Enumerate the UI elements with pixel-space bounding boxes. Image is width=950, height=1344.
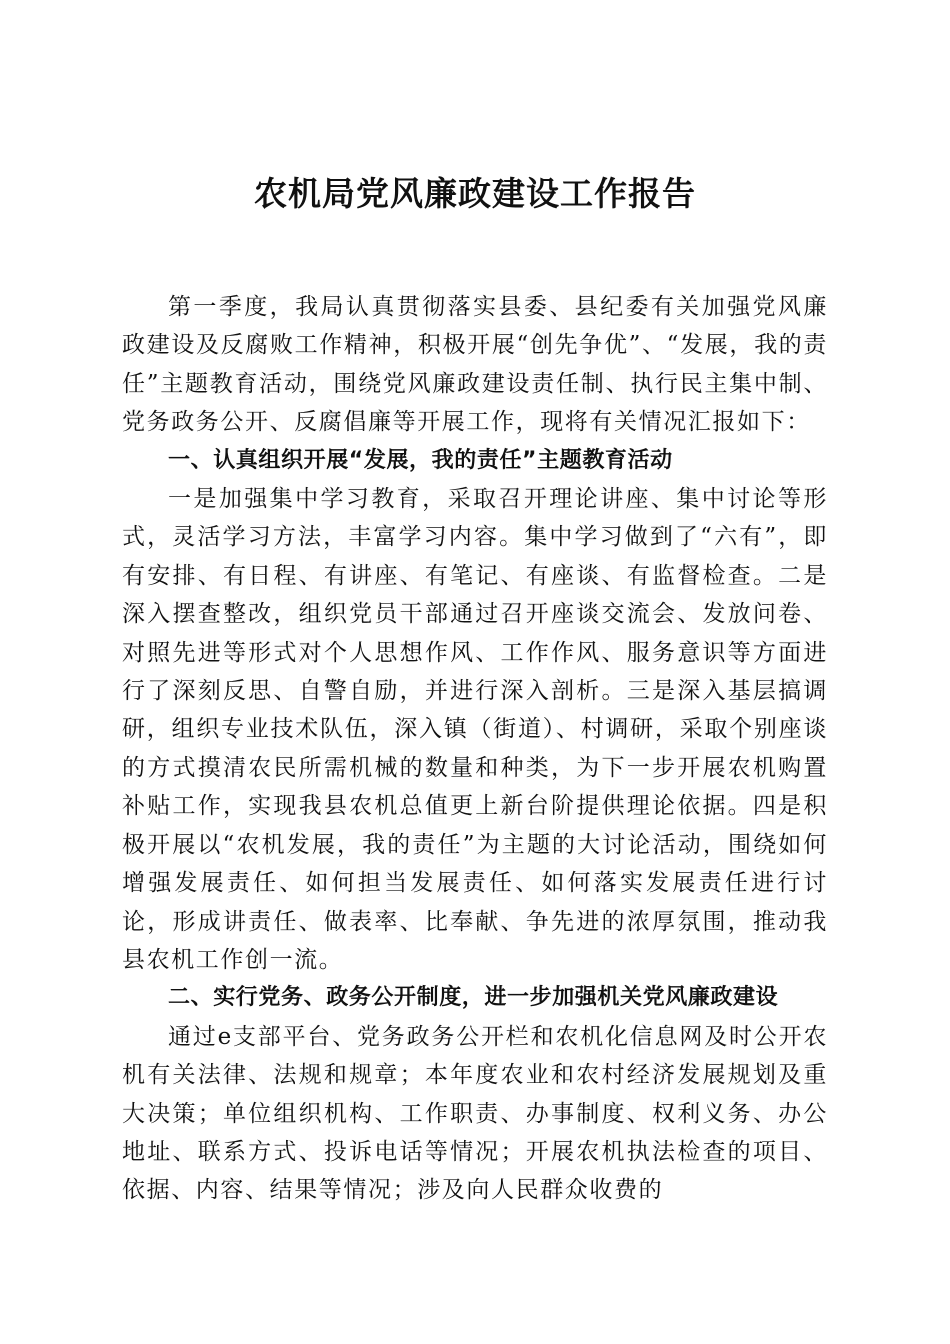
document-body: [122, 288, 828, 1210]
section-2-body: 通过e支部平台、党务政务公开栏和农机化信息网及时公开农机有关法律、法规和规章；本年度农业和农村经济发展规划及重大决策；单位组织机构、工作职责、办事制度、权利义务、办公地址、联系方式、投诉电话等情况；开展农机执法检查的项目、依据、内容、结果等情况；涉及向人民群众收费的: [122, 1023, 828, 1204]
section-2-heading: 二、实行党务、政务公开制度，进一步加强机关党风廉政建设: [168, 985, 779, 1011]
section-1-body: 一是加强集中学习教育，采取召开理论讲座、集中讨论等形式，灵活学习方法，丰富学习内容。集中学习做到了“六有”，即有安排、有日程、有讲座、有笔记、有座谈、有监督检查。二是深入摆查整改，组织党员干部通过召开座谈交流会、发放问卷、对照先进等形式对个人思想作风、工作作风、服务意识等方面进行了深刻反思、自警自励，并进行深入剖析。三是深入基层搞调研，组织专业技术队伍，深入镇（街道）、村调研，采取个别座谈的方式摸清农民所需机械的数量和种类，为下一步开展农机购置补贴工作，实现我县农机总值更上新台阶提供理论依据。四是积极开展以“农机发展，我的责任”为主题的大讨论活动，围绕如何增强发展责任、如何担当发展责任、如何落实发展责任进行讨论，形成讲责任、做表率、比奉献、争先进的浓厚氛围，推动我县农机工作创一流。: [122, 486, 828, 973]
intro-paragraph: 第一季度，我局认真贯彻落实县委、县纪委有关加强党风廉政建设及反腐败工作精神，积极开展“创先争优”、“发展，我的责任”主题教育活动，围绕党风廉政建设责任制、执行民主集中制、党务政务公开、反腐倡廉等开展工作，现将有关情况汇报如下：: [122, 294, 828, 436]
document-title: 农机局党风廉政建设工作报告: [254, 174, 696, 213]
section-1-heading: 一、认真组织开展“发展，我的责任”主题教育活动: [168, 447, 673, 473]
